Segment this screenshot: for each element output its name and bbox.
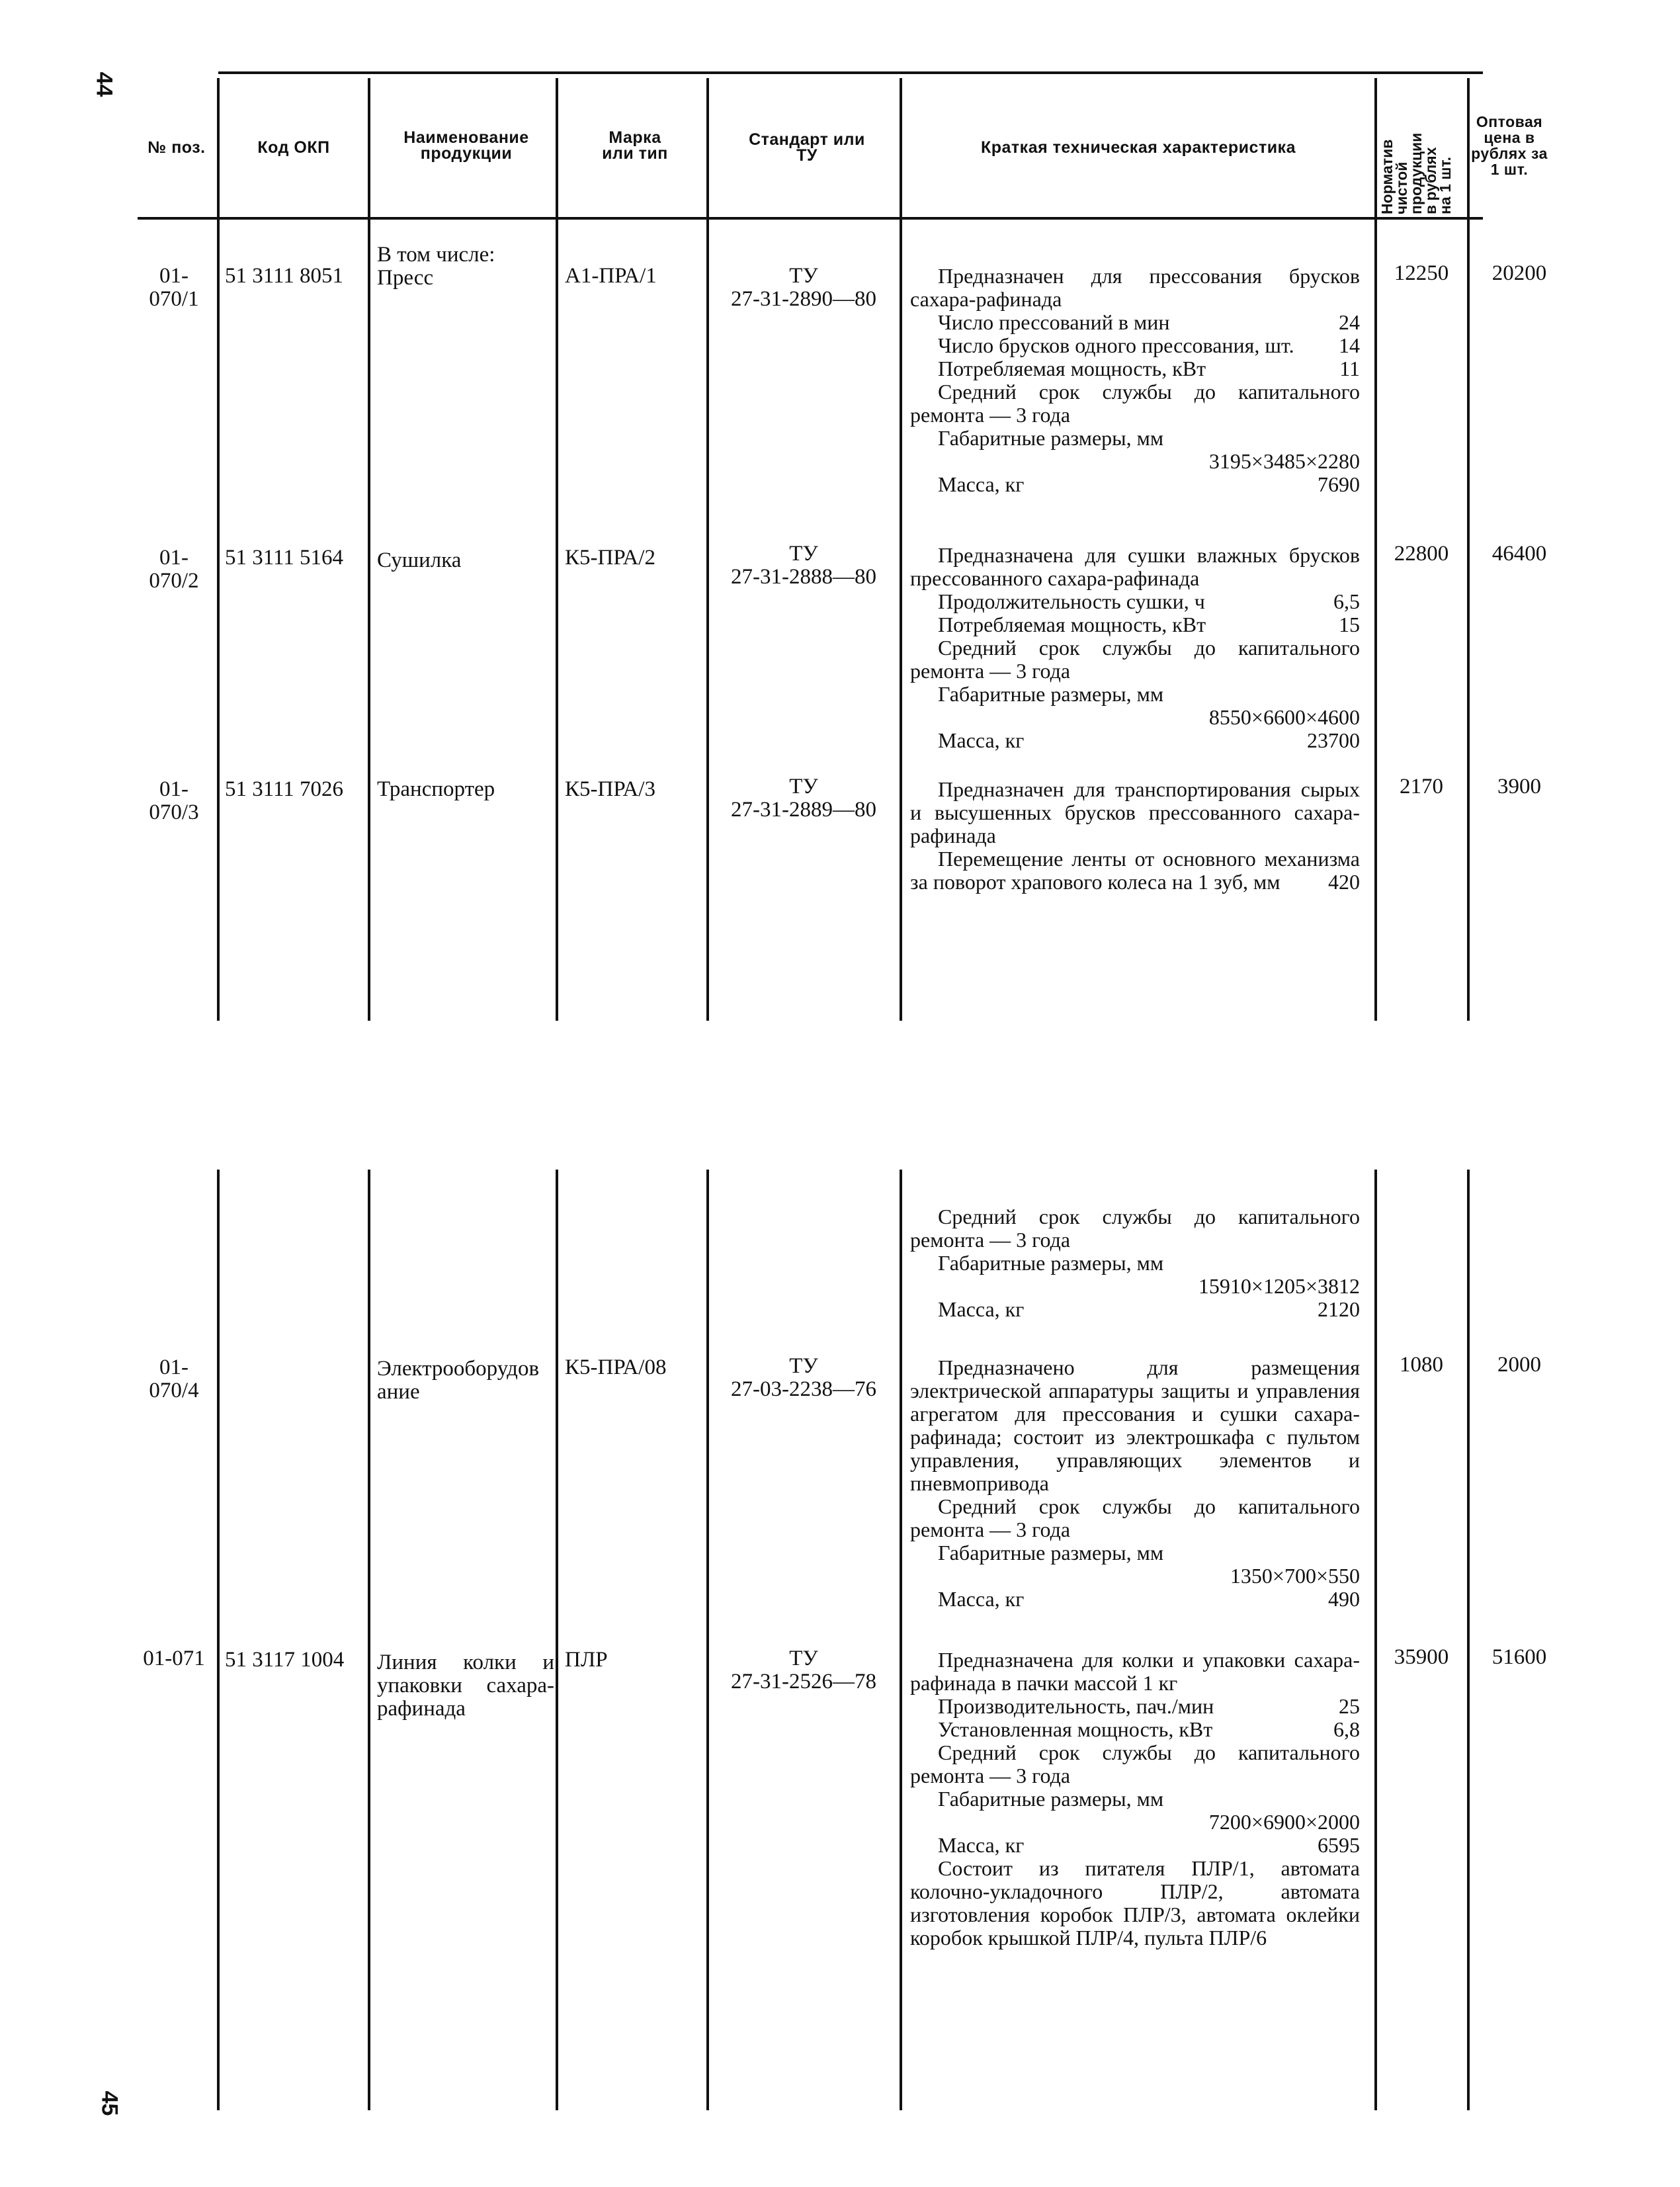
continuation-description: Средний срок службы до капитального ремонта — 3 года Габаритные размеры, мм 15910×1205×3812 Масса, кг 2120 — [910, 1205, 1360, 1321]
row-pos: 01- 070/2 — [149, 546, 199, 593]
col-divider — [556, 1170, 558, 2110]
col-divider — [1374, 1170, 1377, 2110]
row-name: Сушилка — [377, 548, 462, 572]
row-description: Предназначена для колки и упаковки сахара-рафинада в пачки массой 1 кг Производительность, пач./мин 25 Установленная мощность, кВт 6,8 Средний срок службы до капитального ремонта — 3 года Габаритные размеры, мм 7200×6900×2000 Масса, кг 6595 Состоит из питателя ПЛР/1, автомата колочно-укладочного ПЛР/2, автомата изготовления коробок ПЛР/3, автомата оклейки коробок крышкой ПЛР/4, пульта ПЛР/6 — [910, 1648, 1360, 1950]
row-standard: ТУ 27-31-2890—80 — [731, 264, 876, 311]
header-bottom-rule — [138, 217, 1483, 220]
row-price: 2000 — [1497, 1353, 1541, 1377]
col-divider — [368, 78, 370, 1021]
row-pos: 01- 070/1 — [149, 264, 199, 311]
header-code: Код ОКП — [257, 138, 330, 157]
row-standard: ТУ 27-31-2888—80 — [731, 542, 876, 589]
row-brand: ПЛР — [565, 1648, 608, 1672]
col-divider — [368, 1170, 370, 2110]
row-standard: ТУ 27-31-2889—80 — [731, 775, 876, 822]
row-name: Линия колки и упаковки сахара-рафинада — [377, 1651, 554, 1721]
row-standard: ТУ 27-03-2238—76 — [731, 1354, 876, 1401]
row-norm: 1080 — [1400, 1353, 1443, 1377]
row-code: 51 3111 7026 — [225, 777, 344, 801]
row-code: 51 3117 1004 — [225, 1648, 345, 1672]
row-pos: 01- 070/4 — [149, 1355, 199, 1402]
col-divider — [706, 1170, 709, 2110]
page-number-bottom: 45 — [97, 2090, 122, 2116]
header-standard: Стандарт или ТУ — [749, 130, 865, 165]
row-name: Транспортер — [377, 777, 495, 801]
row-brand: К5-ПРА/08 — [565, 1355, 667, 1379]
row-price: 51600 — [1491, 1645, 1547, 1669]
row-description: Предназначен для транспортирования сырых и высушенных брусков прессованного сахара-рафинада Перемещение ленты от основного механизма за поворот храпового колеса на 1 зуб, мм 420 — [910, 777, 1360, 894]
row-norm: 12250 — [1394, 261, 1449, 285]
row-pos: 01-071 — [143, 1647, 205, 1670]
row-brand: К5-ПРА/2 — [565, 546, 655, 570]
row-standard: ТУ 27-31-2526—78 — [731, 1647, 876, 1694]
row-price: 3900 — [1497, 775, 1541, 798]
header-description: Краткая техническая характеристика — [981, 138, 1296, 157]
col-divider — [900, 1170, 902, 2110]
row-name: Электрооборудование — [377, 1357, 540, 1404]
row-description: Предназначен для прессования брусков сахара-рафинада Число прессований в мин 24 Число брусков одного прессования, шт. 14 Потребляемая мощность, кВт 11 Средний срок службы до капитального ремонта — 3 года Габаритные размеры, мм 3195×3485×2280 Масса, кг 7690 — [910, 264, 1360, 496]
col-divider — [1467, 1170, 1470, 2110]
header-pos: № поз. — [147, 138, 206, 157]
header-brand: Марка или тип — [602, 128, 668, 163]
header-norm: Норматив чистой продукции в рублях на 1 шт. — [1378, 132, 1454, 214]
row-norm: 2170 — [1400, 775, 1443, 798]
col-divider — [556, 78, 558, 1021]
row-brand: К5-ПРА/3 — [565, 777, 655, 801]
row-price: 46400 — [1491, 542, 1547, 566]
row-description: Предназначена для сушки влажных брусков прессованного сахара-рафинада Продолжительность сушки, ч 6,5 Потребляемая мощность, кВт 15 Средний срок службы до капитального ремонта — 3 года Габаритные размеры, мм 8550×6600×4600 Масса, кг 23700 — [910, 543, 1360, 752]
row-name: В том числе: Пресс — [377, 243, 495, 290]
col-divider — [900, 78, 902, 1021]
row-code: 51 3111 5164 — [225, 546, 344, 570]
row-description: Предназначено для размещения электрической аппаратуры защиты и управления агрегатом для прессования и сушки сахара-рафинада; состоит из электрошкафа с пультом управления, управляющих элементов и пневмопривода Средний срок службы до капитального ремонта — 3 года Габаритные размеры, мм 1350×700×550 Масса, кг 490 — [910, 1355, 1360, 1611]
page-number-top: 44 — [91, 71, 117, 97]
row-norm: 22800 — [1394, 542, 1449, 566]
row-pos: 01- 070/3 — [149, 777, 199, 824]
row-price: 20200 — [1491, 261, 1547, 285]
header-price: Оптовая цена в рублях за 1 шт. — [1471, 113, 1548, 178]
table-top-rule — [218, 71, 1483, 74]
row-code: 51 3111 8051 — [225, 264, 344, 288]
row-brand: А1-ПРА/1 — [565, 264, 657, 288]
header-name: Наименование продукции — [403, 128, 529, 163]
row-norm: 35900 — [1394, 1645, 1449, 1669]
col-divider — [217, 1170, 220, 2110]
col-divider — [217, 78, 220, 1021]
